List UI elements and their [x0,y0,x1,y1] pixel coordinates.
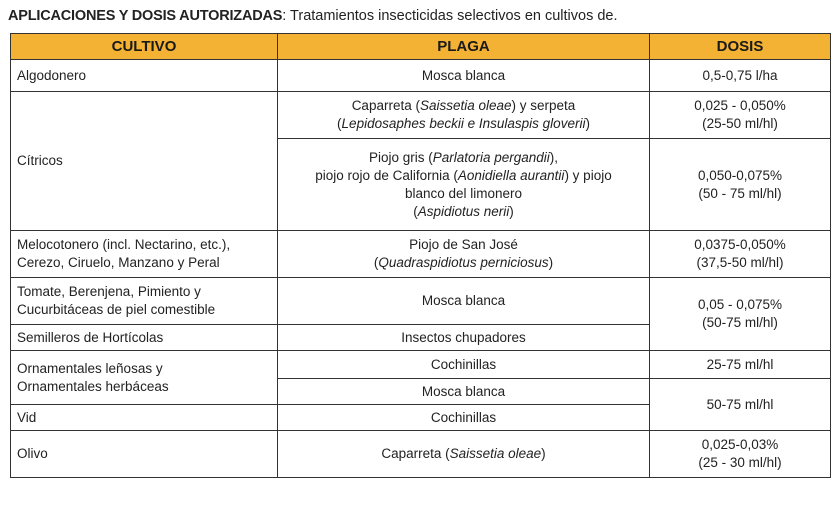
pest-text: ) [541,446,546,461]
header-pest: PLAGA [278,34,650,60]
pest-cell: Mosca blanca [278,60,650,92]
document-heading [8,6,618,26]
species-name: Lepidosaphes beckii e Insulaspis gloverii [341,116,586,131]
dose-cell [650,278,831,351]
pest-text: ) y serpeta [511,98,576,113]
dose-cell: 25-75 ml/hl [650,351,831,379]
table-row [11,351,831,379]
pest-line [284,115,643,133]
species-name: Parlatoria pergandii [432,149,550,165]
crop-line: Ornamentales herbáceas [17,378,169,394]
pest-text: ), [549,149,559,165]
pest-cell: Mosca blanca [278,278,650,325]
dose-line: 0,0375-0,050% [694,237,786,252]
species-name: Quadraspidiotus perniciosus [378,255,549,270]
pest-line [284,167,643,185]
dosage-table [10,33,831,478]
crop-line: Melocotonero (incl. Nectarino, etc.), [17,237,231,252]
crop-cell [11,278,278,325]
table-row [11,60,831,92]
pest-line [284,149,643,167]
crop-cell: Algodonero [11,60,278,92]
crop-cell [11,231,278,278]
species-name: Saissetia oleae [449,446,542,461]
pest-line [284,254,643,272]
crop-cell: Vid [11,405,278,431]
pest-cell [278,139,650,231]
pest-line: Piojo de San José [409,237,518,252]
table-row [11,278,831,325]
dose-line: (37,5-50 ml/hl) [696,255,784,270]
species-name: Aspidiotus nerii [417,203,510,219]
pest-text: Piojo gris ( [368,149,433,165]
crop-cell [11,351,278,405]
dose-line: 0,025-0,03% [701,437,779,452]
pest-text: ) [509,203,514,219]
dose-cell [650,431,831,478]
species-name: Aonidiella aurantii [457,167,565,183]
dose-line: (50-75 ml/hl) [702,315,778,330]
pest-cell: Insectos chupadores [278,325,650,351]
table-row [11,92,831,139]
dose-line: (50 - 75 ml/hl) [698,185,782,201]
pest-cell: Mosca blanca [278,379,650,405]
pest-text: ( [373,255,379,270]
dose-cell [650,92,831,139]
crop-line: Tomate, Berenjena, Pimiento y [17,284,201,299]
pest-text: Caparreta ( [351,98,420,113]
pest-text: ) [585,116,590,131]
pest-cell: Cochinillas [278,351,650,379]
header-crop: CULTIVO [11,34,278,60]
crop-line: Cucurbitáceas de piel comestible [17,302,216,317]
pest-cell [278,231,650,278]
dose-line: 0,050-0,075% [697,167,783,183]
dose-cell [650,231,831,278]
pest-line [284,203,643,221]
pest-text: piojo rojo de California ( [315,167,458,183]
table-row [11,231,831,278]
pest-cell: Cochinillas [278,405,650,431]
crop-cell: Olivo [11,431,278,478]
pest-text: ) y piojo [564,167,612,183]
pest-text: ( [337,116,342,131]
crop-line: Ornamentales leñosas y [17,360,163,376]
dose-cell: 50-75 ml/hl [650,379,831,431]
pest-text: Caparreta ( [381,446,450,461]
header-row [11,34,831,60]
pest-text: ) [548,255,554,270]
header-dose: DOSIS [650,34,831,60]
pest-cell [278,92,650,139]
dose-line: 0,05 - 0,075% [697,297,783,312]
dose-cell: 0,5-0,75 l/ha [650,60,831,92]
heading-rest: : Tratamientos insecticidas selectivos en cultivos de. [282,8,618,24]
crop-cell: Semilleros de Hortícolas [11,325,278,351]
species-name: Saissetia oleae [419,98,512,113]
table-row [11,431,831,478]
pest-text: ( [413,203,418,219]
heading-bold: APLICACIONES Y DOSIS AUTORIZADAS [8,8,283,24]
dose-line: (25 - 30 ml/hl) [698,455,782,470]
crop-cell: Cítricos [11,92,278,231]
pest-line [284,97,643,115]
pest-line: blanco del limonero [404,185,523,201]
dose-line: (25-50 ml/hl) [702,116,778,131]
pest-cell [278,431,650,478]
crop-line: Cerezo, Ciruelo, Manzano y Peral [17,255,220,270]
dose-cell [650,139,831,231]
dose-line: 0,025 - 0,050% [694,98,786,113]
